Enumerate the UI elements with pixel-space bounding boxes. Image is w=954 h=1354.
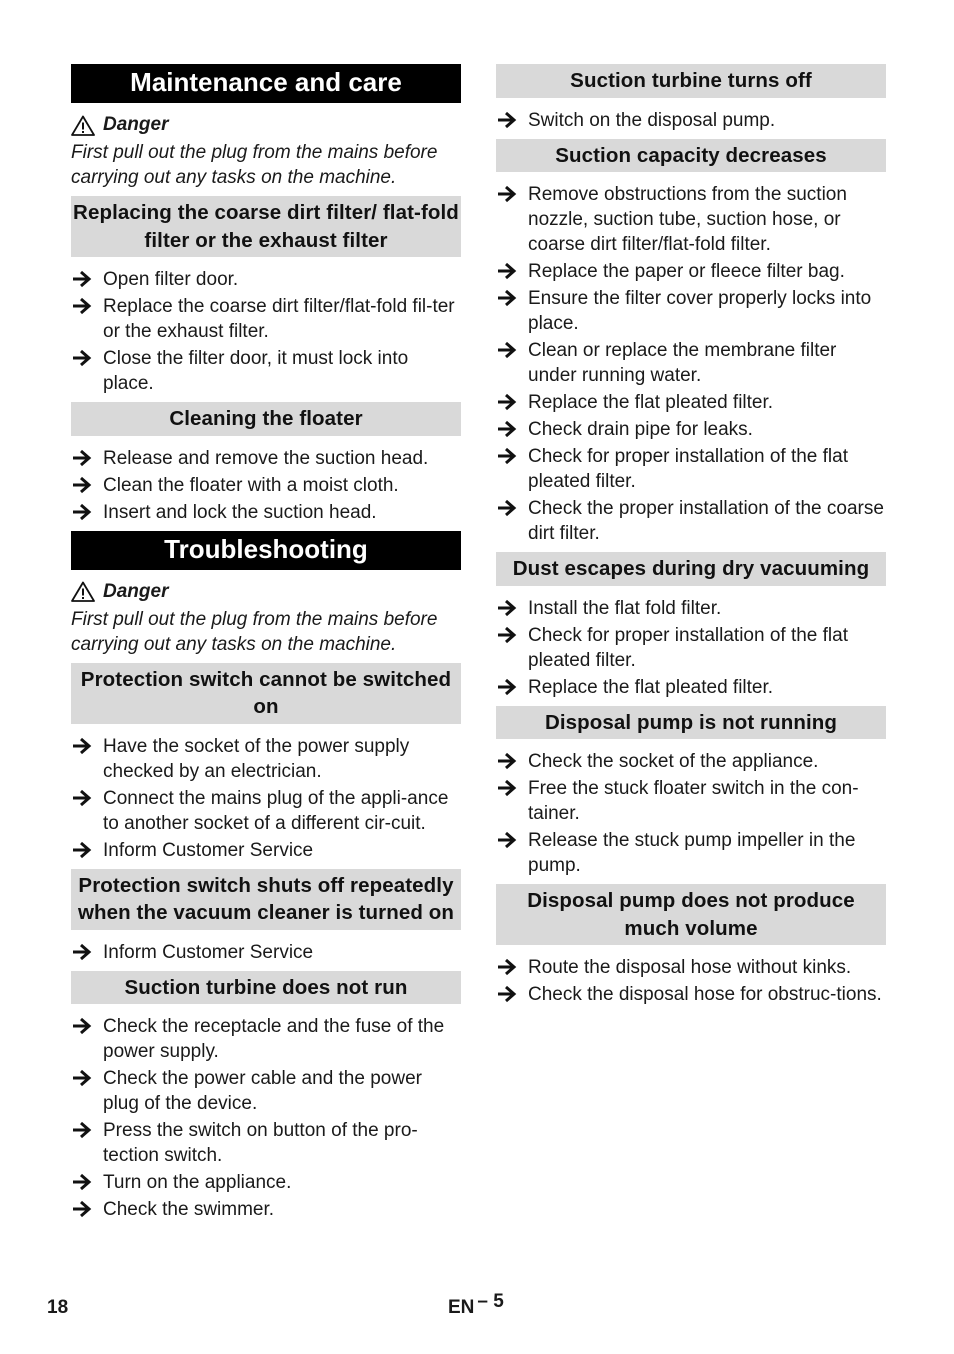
- list-item-text: Check for proper installation of the flat pleated filter.: [528, 624, 849, 671]
- turbine-not-run-list: [71, 1014, 461, 1222]
- list-item-text: Release the stuck pump impeller in the pump.: [528, 830, 856, 876]
- arrow-right-icon: [497, 958, 517, 976]
- list-item: [496, 444, 886, 494]
- list-item: [496, 828, 886, 878]
- list-item-text: Close the filter door, it must lock into place.: [103, 348, 409, 394]
- list-item: [496, 749, 886, 774]
- section-title-maintenance: Maintenance and care: [71, 64, 461, 103]
- danger-text: First pull out the plug from the mains before carrying out any tasks on the machine.: [71, 142, 438, 188]
- list-item: [71, 1014, 461, 1064]
- list-item-text: Check the power cable and the power plug of the device.: [103, 1068, 422, 1114]
- warning-triangle-icon: [71, 581, 95, 602]
- arrow-right-icon: [497, 185, 517, 203]
- capacity-decreases-list: [496, 182, 886, 546]
- list-item: [496, 182, 886, 257]
- list-item-text: Route the disposal hose without kinks.: [528, 957, 852, 978]
- list-item-text: Clean or replace the membrane filter under running water.: [528, 340, 837, 386]
- arrow-right-icon: [72, 297, 92, 315]
- arrow-right-icon: [497, 626, 517, 644]
- danger-heading: [71, 579, 461, 605]
- list-item-text: Check drain pipe for leaks.: [528, 419, 753, 440]
- language-code: EN: [448, 1297, 475, 1318]
- arrow-right-icon: [497, 499, 517, 517]
- list-item-text: Have the socket of the power supply checked by an electrician.: [103, 735, 410, 782]
- subheading-pump-not-running: Disposal pump is not running: [496, 706, 886, 740]
- list-item: [71, 1066, 461, 1116]
- subheading-turbine-not-run: Suction turbine does not run: [71, 971, 461, 1005]
- list-item: [496, 955, 886, 980]
- list-item: [71, 446, 461, 471]
- pump-not-running-list: [496, 749, 886, 878]
- arrow-right-icon: [72, 1173, 92, 1191]
- list-item-text: Ensure the filter cover properly locks into place.: [528, 288, 872, 334]
- list-item-text: Release and remove the suction head.: [103, 447, 429, 469]
- protection-switch-off-list: [71, 940, 461, 965]
- arrow-right-icon: [72, 270, 92, 288]
- list-item: [496, 259, 886, 284]
- list-item: [496, 338, 886, 388]
- list-item-text: Check the disposal hose for obstruc-tions.: [528, 984, 882, 1005]
- arrow-right-icon: [497, 678, 517, 696]
- subheading-pump-volume: Disposal pump does not produce much volume: [496, 884, 886, 945]
- list-item: [496, 596, 886, 621]
- list-item-text: Insert and lock the suction head.: [103, 501, 377, 523]
- subheading-replacing-filter: Replacing the coarse dirt filter/ flat-fold filter or the exhaust filter: [71, 196, 461, 257]
- warning-triangle-icon: [71, 115, 95, 136]
- danger-label: Danger: [103, 580, 169, 602]
- arrow-right-icon: [497, 752, 517, 770]
- list-item-text: Replace the paper or fleece filter bag.: [528, 261, 845, 282]
- list-item: [71, 473, 461, 498]
- list-item: [71, 734, 461, 784]
- list-item-text: Connect the mains plug of the appli-ance to another socket of a different cir-cuit.: [103, 787, 449, 834]
- list-item-text: Remove obstructions from the suction nozzle, suction tube, suction hose, or coarse dirt filter/flat-fold filter.: [528, 184, 847, 255]
- list-item-text: Install the flat fold filter.: [528, 597, 722, 619]
- subheading-cleaning-floater: Cleaning the floater: [71, 402, 461, 436]
- dust-escapes-list: [496, 596, 886, 700]
- list-item: [496, 417, 886, 442]
- arrow-right-icon: [72, 503, 92, 521]
- list-item: [71, 500, 461, 525]
- list-item-text: Check the proper installation of the coarse dirt filter.: [528, 498, 884, 544]
- list-item: [496, 286, 886, 336]
- arrow-right-icon: [497, 393, 517, 411]
- danger-heading: [71, 112, 461, 138]
- arrow-right-icon: [497, 262, 517, 280]
- arrow-right-icon: [72, 789, 92, 807]
- arrow-right-icon: [497, 599, 517, 617]
- turbine-turns-off-list: [496, 108, 886, 133]
- list-item-text: Inform Customer Service: [103, 941, 314, 963]
- arrow-right-icon: [72, 841, 92, 859]
- arrow-right-icon: [72, 943, 92, 961]
- list-item-text: Press the switch on button of the pro-tection switch.: [103, 1120, 418, 1166]
- list-item-text: Check the swimmer.: [103, 1199, 275, 1220]
- list-item-text: Replace the coarse dirt filter/flat-fold fil-ter or the exhaust filter.: [103, 296, 455, 342]
- list-item: [496, 496, 886, 546]
- list-item: [496, 776, 886, 826]
- arrow-right-icon: [72, 1069, 92, 1087]
- arrow-right-icon: [497, 985, 517, 1003]
- arrow-right-icon: [497, 111, 517, 129]
- list-item: [71, 1197, 461, 1222]
- protection-switch-on-list: [71, 734, 461, 863]
- list-item: [71, 838, 461, 863]
- replacing-filter-list: [71, 267, 461, 396]
- subheading-dust-escapes: Dust escapes during dry vacuuming: [496, 552, 886, 586]
- list-item-text: Switch on the disposal pump.: [528, 109, 776, 131]
- arrow-right-icon: [497, 779, 517, 797]
- list-item: [71, 786, 461, 836]
- subheading-capacity-decreases: Suction capacity decreases: [496, 139, 886, 173]
- section-title-troubleshooting: Troubleshooting: [71, 531, 461, 570]
- arrow-right-icon: [72, 1017, 92, 1035]
- sub-page-number: – 5: [477, 1291, 504, 1312]
- subheading-turbine-turns-off: Suction turbine turns off: [496, 64, 886, 98]
- list-item-text: Turn on the appliance.: [103, 1172, 292, 1193]
- arrow-right-icon: [497, 420, 517, 438]
- arrow-right-icon: [497, 447, 517, 465]
- arrow-right-icon: [72, 737, 92, 755]
- list-item-text: Check the socket of the appliance.: [528, 751, 819, 772]
- pump-volume-list: [496, 955, 886, 1007]
- list-item-text: Replace the flat pleated filter.: [528, 392, 774, 413]
- list-item: [71, 294, 461, 344]
- arrow-right-icon: [72, 449, 92, 467]
- page-number: 18: [47, 1297, 69, 1318]
- list-item: [71, 267, 461, 292]
- arrow-right-icon: [72, 1121, 92, 1139]
- arrow-right-icon: [497, 289, 517, 307]
- list-item: [496, 982, 886, 1007]
- list-item: [496, 390, 886, 415]
- danger-text: First pull out the plug from the mains before carrying out any tasks on the machine.: [71, 608, 438, 655]
- cleaning-floater-list: [71, 446, 461, 525]
- list-item-text: Replace the flat pleated filter.: [528, 676, 774, 698]
- list-item-text: Clean the floater with a moist cloth.: [103, 474, 399, 496]
- subheading-protection-switch-off: Protection switch shuts off repeatedly when the vacuum cleaner is turned on: [71, 869, 461, 930]
- list-item: [496, 108, 886, 133]
- list-item-text: Free the stuck floater switch in the con-tainer.: [528, 778, 859, 824]
- list-item: [496, 623, 886, 673]
- list-item: [496, 675, 886, 700]
- list-item: [71, 940, 461, 965]
- list-item: [71, 346, 461, 396]
- arrow-right-icon: [497, 831, 517, 849]
- danger-label: Danger: [103, 114, 169, 135]
- arrow-right-icon: [497, 341, 517, 359]
- arrow-right-icon: [72, 476, 92, 494]
- list-item-text: Check for proper installation of the flat pleated filter.: [528, 446, 849, 492]
- list-item: [71, 1118, 461, 1168]
- list-item-text: Inform Customer Service: [103, 839, 314, 861]
- left-column: [71, 64, 461, 1228]
- list-item: [71, 1170, 461, 1195]
- arrow-right-icon: [72, 1200, 92, 1218]
- list-item-text: Open filter door.: [103, 269, 239, 290]
- list-item-text: Check the receptacle and the fuse of the power supply.: [103, 1016, 445, 1062]
- right-column: [496, 64, 886, 1013]
- language-page-marker: [448, 1291, 504, 1319]
- arrow-right-icon: [72, 349, 92, 367]
- subheading-protection-switch-on: Protection switch cannot be switched on: [71, 663, 461, 724]
